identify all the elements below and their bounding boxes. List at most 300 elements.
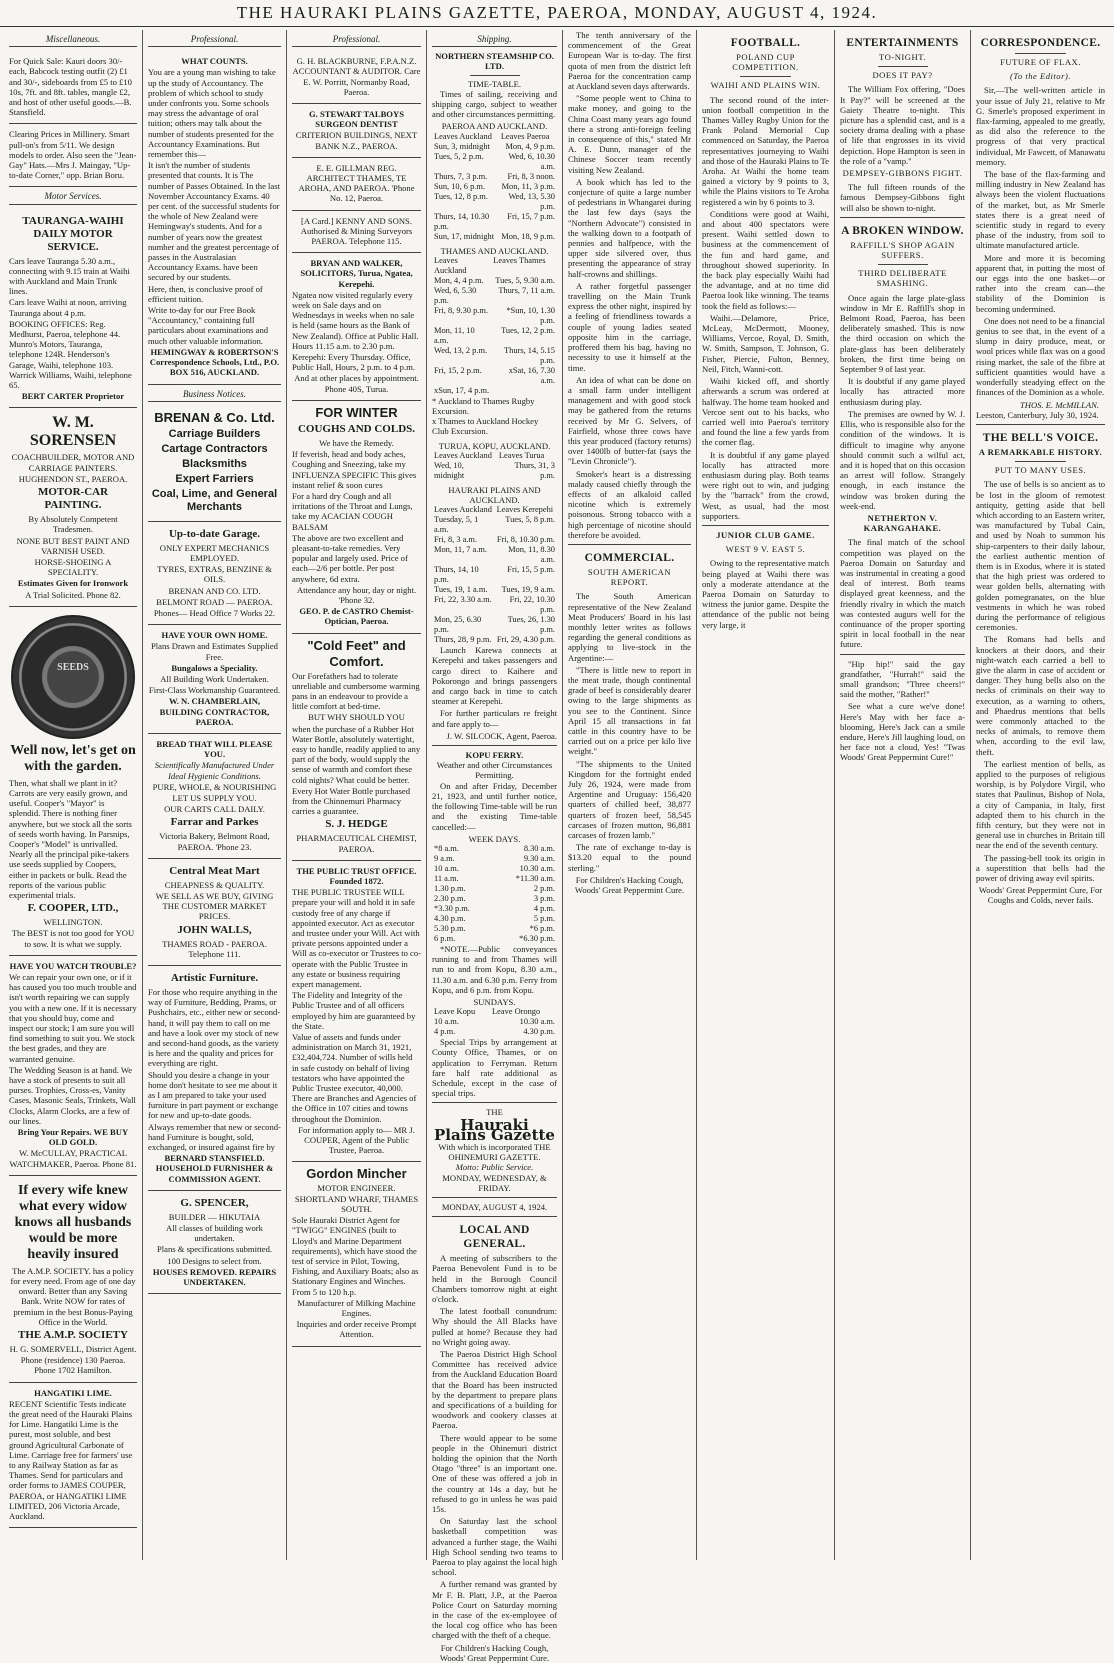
column-1: [4, 30, 142, 1560]
article-paragraph: One does not need to be a financial genius to see that, in the event of a slump in dairy produce, meat, or wool prices while flax was on a good rising market, the sale of the fibre at sufficient quantities would have a wonderfully steadying effect on the finances of the Dominion as a whole.: [976, 315, 1105, 398]
table-cell: Mon, 18, 9 p.m.: [501, 231, 555, 241]
table-cell: Thurs, 31, 3 p.m.: [514, 460, 555, 480]
ad-text: Clearing Prices in Millinery. Smart pull-on's from 5/11. We design models to order. Also seen the "Jean-Gay" Hats.—Mrs J. Maingay, "Up-to-date Corner," opp. Brian Boru.: [9, 129, 137, 181]
ad-winter-remedy: [292, 401, 421, 634]
table-header-row: [432, 132, 557, 142]
masthead-title: THE HAURAKI PLAINS GAZETTE, PAEROA, MONDAY, AUGUST 4, 1924.: [236, 3, 878, 22]
ad-text: A Trial Solicited. Phone 82.: [25, 589, 121, 600]
seed-seal-logo: [11, 615, 135, 739]
table-header: Leaves Paeroa: [500, 131, 550, 141]
ad-title: Up-to-date Garage.: [168, 527, 261, 540]
table-cell: 2.30 p.m.: [434, 893, 466, 903]
ad-title: F. COOPER, LTD.,: [27, 902, 119, 915]
local-general-heading: LOCAL AND GENERAL.: [459, 1224, 530, 1251]
ad-text: THE PUBLIC TRUSTEE WILL prepare your will and hold it in safe custody free of any charge if appointed executor. Act as executor and trustee under your Will. Act with private persons appointed under a Will as co-executor or Trustees to co-operate with the Public Trustee in any estate or business requiring expert management.: [292, 887, 422, 990]
table-cell: Fri, 8, 9.30 p.m.: [434, 305, 488, 315]
table-row: [432, 535, 557, 545]
kopu-ferry-title: KOPU FERRY.: [465, 750, 524, 761]
ad-text: Bungalows a Speciality.: [171, 662, 258, 673]
table-cell: Thurs, 14, 10.30 p.m.: [434, 211, 490, 231]
route-title: PAEROA AND AUCKLAND.: [441, 121, 548, 132]
table-cell: 5.30 p.m.: [434, 923, 466, 933]
article-paragraph: The Paeroa District High School Committee has received advice from the Auckland Education Board that the Board has been instructed by the department to prepare plans and specifications of a building for woodwork and cookery classes at Paeroa.: [432, 1349, 557, 1431]
section-heading-motor: Motor Services.: [9, 191, 137, 204]
gazette-motto: Motto: Public Service.: [455, 1162, 534, 1173]
table-cell: Tues, 5, 9.30 a.m.: [495, 275, 555, 285]
ad-text: HORSE-SHOEING A SPECIALITY.: [34, 556, 112, 578]
ad-text: The Wedding Season is at hand. We have a stock of presents to suit all purses. Trophies, Cross-es, Vanity Cases, Masonic Seals, Trinkets, Wall Clocks, Alarm Clocks, are a few of our lines.: [9, 1064, 136, 1126]
article-paragraph: Once again the large plate-glass window in Mr E. Raffill's shop in Belmont Road, Paeroa, has been deliberately smashed. This is now the third occasion on which the plate-glass has been deliberately broken, the first time being on September 9 of last year.: [840, 292, 965, 375]
table-cell: 3 p.m.: [533, 893, 555, 903]
further-particulars: For further particulars re freight and fare apply to—: [432, 708, 557, 729]
ad-text: HOUSES REMOVED. REPAIRS UNDERTAKEN.: [152, 1266, 277, 1288]
ad-title: Farrar and Parkes: [170, 816, 259, 829]
table-row: [432, 635, 557, 645]
table-cell: Tues, 19, 1 a.m.: [434, 585, 488, 595]
timetable-note: Times of sailing, receiving and shipping cargo, subject to weather and other circumstances permitting.: [432, 88, 557, 120]
ad-text: Cars leave Tauranga 5.30 a.m., connecting with 9.15 train at Waihi with Auckland and Main Trunk lines.: [9, 255, 130, 297]
table-cell: *8 a.m.: [434, 843, 459, 853]
ad-text: BRENAN AND CO. LTD.: [168, 585, 261, 596]
article-paragraph: The latest football conundrum: Why should the All Blacks have pulled at home? Because they had no Wright going away.: [432, 1306, 557, 1347]
timetable-paeroa-auckland: [432, 132, 557, 242]
article-paragraph: "Some people went to China to make money, and going to the China Coast many years ago found there a strong anti-foreign feeling in consequence of this," stated Mr A. E. Dunn, manager of the Chinese Soccer team recently visiting New Zealand.: [568, 93, 691, 175]
flax-heading: FUTURE OF FLAX.: [1000, 57, 1081, 67]
ad-garage: [148, 522, 281, 625]
table-header-row: [432, 256, 557, 276]
article-paragraph: The base of the flax-farming and milling industry in New Zealand has always been the violent fluctuations of the market, but, as Mr Smerle states there is a great need of scientific study in regard to every phase of the industry, from soil to ultimate manufactured article.: [976, 169, 1105, 251]
table-row: [432, 276, 557, 286]
article-paragraph: It is doubtful if any game played locally has attracted more enthusiasm during play. Both teams were right out to win, and judging by the "barrack" from the crowd, West, as usual, had the most supporters.: [702, 449, 829, 521]
article-paragraph: The earliest mention of bells, as applied to the purposes of religious worship, is by Polydore Virgil, who states that Paulinus, Bishop of Nola, a city of Campania, in Italy, first adapted them to his church in the fifth century, but they were not in general use in churches in Britain till near the end of the seventh century.: [976, 758, 1105, 851]
ad-text: Value of assets and funds under administration on March 31, 1921, £32,404,724. Number of wills held in safe custody on behalf of living testators who have appointed the Public Trustee executor, 40,000. There are Branches and Agencies of the Office in 107 cities and towns throughout the Dominion.: [292, 1032, 417, 1124]
ad-tauranga-motor: [9, 209, 137, 409]
table-row: [432, 884, 557, 894]
filler-ad: For Children's Hacking Cough, Woods' Great Peppermint Cure.: [574, 874, 685, 896]
ad-text: H. G. SOMERVELL, District Agent.: [9, 1344, 137, 1355]
ad-text: E. E. GILLMAN REG. ARCHITECT THAMES, TE AROHA, AND PAEROA. 'Phone No. 12, Paeroa.: [298, 162, 415, 204]
table-cell: 9.30 a.m.: [523, 853, 555, 863]
article-paragraph: A book which has led to the conjecture of quite a large number of pedestrians in Whangarei during the last few days (says the "Northern Advocate") consisted in the walking down to a footpath of pennies and halfpence, with the upper side silvered over, thus presenting the appearance of stray half-crowns and shillings.: [568, 176, 691, 279]
table-cell: 8.30 a.m.: [523, 843, 555, 853]
article-paragraph: A further remand was granted by Mr F. B. Platt, J.P., at the Paeroa Police Court on Saturday morning in the case of the ex-employee of the local cog office who has been charged with the theft of a cheque.: [432, 1579, 557, 1641]
entertainments-heading: ENTERTAINMENTS: [846, 37, 959, 49]
ad-text: WE SELL AS WE BUY, GIVING THE CUSTOMER MARKET PRICES.: [155, 890, 274, 922]
divider: [878, 66, 928, 67]
ad-text: Plans & specifications submitted.: [156, 1244, 273, 1255]
column-6: [696, 30, 834, 1560]
ad-text: Attendance any hour, day or night. 'Phone 32.: [296, 584, 417, 605]
ad-title: WHAT COUNTS.: [181, 56, 248, 67]
table-row: [432, 595, 557, 615]
table-cell: Fri, 15, 5 p.m.: [507, 565, 555, 575]
table-row: [432, 1017, 557, 1027]
football-subheading: POLAND CUP COMPETITION.: [732, 52, 799, 73]
broken-window-subheading: RAFFILL'S SHOP AGAIN SUFFERS.: [850, 239, 955, 261]
ad-text: All Building Work Undertaken.: [160, 673, 269, 684]
ad-text: We have the Remedy.: [319, 437, 394, 448]
ad-title: BREAD THAT WILL PLEASE YOU.: [156, 738, 273, 760]
ad-text: First-Class Workmanship Guaranteed.: [148, 685, 281, 696]
table-cell: 9 a.m.: [434, 853, 455, 863]
table-cell: Fri, 29, 4.30 p.m.: [496, 635, 555, 645]
seal-text: SEEDS: [57, 661, 89, 673]
ad-text: The above are two excellent and pleasant-to-take remedies. Very popular and largely used. Price of each—2/6 per bottle. Per post anywhere, 6d extra.: [292, 532, 408, 584]
table-row: [432, 306, 557, 326]
divider: [432, 745, 557, 746]
gazette-incorporated: With which is incorporated THE OHINEMURI GAZETTE.: [438, 1141, 551, 1163]
table-cell: *11.30 a.m.: [515, 873, 555, 883]
film-heading: DOES IT PAY?: [872, 70, 933, 81]
shipping-company: NORTHERN STEAMSHIP CO. LTD.: [435, 51, 554, 72]
table-cell: *3.30 p.m.: [434, 903, 470, 913]
table-header: Leaves Kerepehi: [496, 505, 554, 515]
table-cell: Sun, 17, midnight: [434, 231, 495, 241]
divider: [1015, 53, 1067, 54]
ad-text: PHARMACEUTICAL CHEMIST, PAEROA.: [296, 833, 417, 854]
table-header-row: [432, 505, 557, 515]
ad-text: BUT WHY SHOULD YOU: [308, 712, 405, 723]
ad-title: S. J. HEDGE: [325, 818, 388, 831]
table-cell: Sun, 3, midnight: [434, 141, 490, 151]
section-heading-professional-2: Professional.: [292, 34, 421, 47]
table-row: [432, 934, 557, 944]
ad-text: Kerepehi: Every Thursday. Office, Public Hall, Hours, 2 p.m. to 4 p.m.: [292, 352, 415, 373]
ad-text: MOTOR ENGINEER. SHORTLAND WHARF, THAMES SOUTH.: [294, 1183, 419, 1214]
article-paragraph: "The shipments to the United Kingdom for the fortnight ended July 26, 1924, were made from Argentine and Uruguay: 156,420 quarters of chilled beef, 38,877 quarters of frozen beef, 58,545 carcases of frozen mutton, 96,881 carcases of frozen lamb.": [568, 758, 691, 841]
divider: [1015, 461, 1067, 462]
table-row: [432, 874, 557, 884]
timetable-hauraki-plains: [432, 505, 557, 645]
ad-title: Central Meat Mart: [169, 864, 260, 877]
route-note: Launch Karewa connects at Kerepehi and takes passengers and cargo direct to Kaihere and Pokorongo and brings passengers and cargo back in time to catch steamer at Kerepehi.: [432, 645, 557, 707]
table-cell: xSun, 17, 4 p.m.: [434, 385, 490, 395]
special-trips: Special Trips by arrangement at County Office, Thames, or on application to Ferryman. Return fare half rate additional as Schedule, except in the case of special trips.: [432, 1037, 557, 1099]
commercial-heading: COMMERCIAL.: [584, 551, 675, 564]
table-cell: Fri, 8, 3 noon.: [507, 171, 555, 181]
ad-furniture: [148, 966, 281, 1191]
ad-text: Inquiries and order receive Prompt Attention.: [296, 1319, 417, 1340]
table-cell: 10 a.m.: [434, 863, 459, 873]
table-cell: Mon, 25, 6.30 p.m.: [434, 615, 482, 635]
table-header: Leaves Auckland: [434, 505, 492, 515]
ad-text: ONLY EXPERT MECHANICS EMPLOYED.: [159, 542, 270, 563]
ad-text: [A Card.] KENNY AND SONS. Authorised & Mining Surveyors PAEROA. Telephone 115.: [300, 215, 413, 247]
table-cell: Fri, 8, 10.30 p.m.: [496, 535, 555, 545]
gazette-nameplate: Hauraki Plains Gazette: [434, 1115, 555, 1144]
correspondence-heading: CORRESPONDENCE.: [980, 37, 1101, 49]
ad-text: 100 Designs to select from.: [167, 1255, 262, 1266]
ad-cold-feet: [292, 634, 421, 861]
ad-title: JOHN WALLS,: [177, 923, 252, 936]
table-cell: Fri, 15, 2 p.m.: [434, 365, 482, 375]
table-cell: Wed, 6, 5.30 p.m.: [434, 285, 477, 305]
table-row: [432, 326, 557, 346]
timetable-title: TIME-TABLE.: [467, 78, 521, 89]
ad-text: Plans Drawn and Estimates Supplied Free.: [151, 641, 278, 662]
table-row: [432, 232, 557, 242]
ad-text: WELLINGTON.: [43, 917, 103, 928]
ad-text: CHEAPNESS & QUALITY.: [164, 879, 265, 890]
broken-window-heading: A BROKEN WINDOW.: [841, 224, 964, 237]
section-heading-shipping: Shipping.: [432, 34, 557, 47]
divider: [432, 1197, 557, 1198]
ad-text: The BEST is not too good for YOU to sow. It is what we supply.: [11, 928, 135, 949]
ad-title: Well now, let's get on with the garden.: [10, 742, 136, 774]
route-note: x Thames to Auckland Hockey Club Excursion.: [432, 416, 539, 437]
ad-text: TYRES, EXTRAS, BENZINE & OILS.: [157, 564, 272, 585]
junior-game-heading: JUNIOR CLUB GAME.: [716, 529, 815, 540]
ad-text: Carriage Builders: [168, 427, 261, 440]
article-paragraph: The second round of the inter-union football competition in the Thames Valley Rugby Union for the Frank Poland Memorial Cup commenced on Saturday, the Paeroa representatives journeying to Waihi and those of the Hauraki Plains to Te Aroha. At Waihi the home team gained a victory by 9 points to 3, while the Plains visitors to Te Aroha registered a win by 6 points to 3.: [702, 94, 829, 207]
table-header: Leaves Turua: [498, 450, 545, 460]
article-paragraph: The use of bells is so ancient as to be lost in the gloom of remotest antiquity, getting aside that bell which according to an Eastern writer, was manufactured by Tubal Cain, and used by Noah to summon his ship-carpenters to their daily labour, the earliest authentic mention of them is in Exodus, where it is stated that the high priest was ordered to wear golden bells, alternating with golden pomegranates, on the blue vestments in which he was robed during the performance of religious ceremonies.: [976, 479, 1105, 633]
ad-sorensen: [9, 408, 137, 606]
table-cell: 10 a.m.: [434, 1017, 459, 1027]
table-row: [432, 286, 557, 306]
table-row: [432, 172, 557, 182]
columns: [4, 30, 1110, 1663]
ad-title: HAVE YOUR OWN HOME.: [161, 630, 268, 641]
table-row: [432, 142, 557, 152]
ad-text: Write to-day for our Free Book "Accountancy," containing full particulars about examinations and much other valuable information.: [148, 305, 269, 346]
timetable-thames-auckland: [432, 256, 557, 396]
table-row: [432, 192, 557, 212]
table-cell: Sun, 10, 6 p.m.: [434, 181, 485, 191]
divider: [568, 544, 691, 545]
table-header: Leaves Auckland: [434, 255, 467, 275]
table-cell: Thurs, 14, 10 p.m.: [434, 565, 479, 585]
table-cell: *6 p.m.: [529, 923, 555, 933]
ad-text: The A.M.P. SOCIETY. has a policy for every need. From age of one day onward. Better than any Saving Bank. Write NOW for rates of premium in the best Bonus-Paying Office in the World.: [10, 1265, 136, 1327]
table-row: [432, 615, 557, 635]
gazette-days: MONDAY, WEDNESDAY, & FRIDAY.: [442, 1172, 547, 1193]
ad-text: Ngatea now visited regularly every week on Sale days and on Wednesdays in weeks when no sale is held (same hours as the Bank of New Zealand). Office at Public Hall. Hours 11.15 a.m. to 2.30 p.m.: [292, 289, 419, 351]
ad-text: CRITERION BUILDINGS, NEXT BANK N.Z., PAEROA.: [295, 130, 418, 151]
article-paragraph: The tenth anniversary of the commencement of the Great European War is to-day. The first quota of men from the district left Paeroa for the concentration camp at Auckland seven days afterwards.: [568, 30, 691, 92]
table-cell: 4 p.m.: [533, 903, 555, 913]
table-row: [432, 461, 557, 481]
ad-text: If feverish, head and body aches, Coughing and Sneezing, take my INFLUENZA SPECIFIC This gives instant relief & soon cures: [292, 449, 417, 490]
table-cell: 2 p.m.: [533, 883, 555, 893]
ad-talboys: [292, 104, 421, 158]
table-cell: Tues, 26, 1.30 p.m.: [507, 615, 555, 635]
table-cell: Thurs, 14, 5.15 p.m.: [504, 345, 555, 365]
ad-title: W. M. SORENSEN: [29, 414, 117, 450]
commercial-subheading: SOUTH AMERICAN REPORT.: [587, 566, 672, 588]
table-row: [432, 212, 557, 232]
table-cell: 10.30 a.m.: [519, 1017, 555, 1027]
ad-text: Phone (residence) 130 Paeroa. Phone 1702 Hamilton.: [20, 1355, 126, 1376]
ad-signature: W. N. CHAMBERLAIN, BUILDING CONTRACTOR, PAEROA.: [159, 696, 270, 727]
ad-text: Victoria Bakery, Belmont Road, PAEROA. 'Phone 23.: [159, 831, 270, 852]
ad-text: For Quick Sale: Kauri doors 30/- each, Babcock testing outfit (2) £1 and 30/-, sideboards from £5 to £10 10s, 7ft. and 8ft. tables, mangle £2, and host of other useful goods.—B. Stansfield.: [9, 56, 132, 118]
article-paragraph: On Saturday last the school basketball competition was advanced a further stage, the Waihi High School sending two teams to Paeroa to play against the local high school.: [432, 1516, 557, 1578]
verse-paragraph: "Hip hip!" said the gay grandfather, "Hurrah!" said the small grandson; "Three cheers!" said the mother, "Rather!": [840, 658, 965, 700]
table-row: [432, 894, 557, 904]
verse-paragraph: See what a cure we've done! Here's May with her face a-blooming, Here's Jack can a smile endure, Here's Jill laughing loud, on her face not a cloud, Yes! "Twas Woods' Great Peppermint Cure!": [840, 701, 965, 763]
fight-heading: DEMPSEY-GIBBONS FIGHT.: [842, 168, 963, 179]
table-cell: Wed, 6, 10.30 a.m.: [508, 151, 555, 171]
table-cell: 4 p.m.: [434, 1027, 456, 1037]
table-cell: Tuesday, 5, 1 a.m.: [434, 515, 479, 535]
bells-subheading: A REMARKABLE HISTORY.: [978, 446, 1103, 457]
ad-text: LET US SUPPLY YOU.: [172, 792, 257, 803]
ad-signature: HEMINGWAY & ROBERTSON'S Correspondence Schools, Ltd., P.O. BOX 516, AUCKLAND.: [149, 346, 280, 378]
column-2: [142, 30, 286, 1560]
table-cell: 4.30 p.m.: [434, 913, 466, 923]
article-paragraph: The William Fox offering, "Does It Pay?" will be screened at the Gaiety Theatre to-night. This picture has a splendid cast, and is a society drama dealing with a phase of life that engrosses in its vivid depiction. Hope Hampton is seen in the role of a "vamp.": [840, 84, 965, 166]
table-cell: Mon, 11, 3 p.m.: [501, 181, 555, 191]
table-cell: Mon, 11, 8.30 a.m.: [508, 545, 555, 565]
article-paragraph: The passing-bell took its origin in a superstition that bells had the power of driving away evil spirits.: [976, 852, 1105, 884]
ad-amp-wife: [9, 1176, 137, 1383]
section-heading-miscellaneous: Miscellaneous.: [9, 34, 137, 47]
article-paragraph: Conditions were good at Waihi, and about 400 spectators were present. Waihi settled down to business at the commencement of the fun and hard game, and throughout showed superiority. In the back play especially Waihi had the advantage, and at no time did Paeroa look like winning. The teams took the field as follows:—: [702, 208, 829, 311]
table-row: [432, 864, 557, 874]
table-header-row: [432, 451, 557, 461]
ad-title: HAVE YOU WATCH TROUBLE?: [9, 960, 137, 971]
table-row: [432, 152, 557, 172]
article-paragraph: The final match of the school competition was played on the Paeroa Domain on Saturday and was instrumental in creating a good deal of interest. Both teams displayed great keenness, and the friendly rivalry in which the match was contested augurs well for the continuance of the proper sporting spirit in local football in the near future.: [840, 537, 965, 650]
ad-bread: [148, 734, 281, 859]
ad-signature: BERT CARTER Proprietor: [21, 391, 125, 402]
ad-bryan-walker: [292, 253, 421, 401]
ad-text: Always remember that new or second-hand Furniture is bought, sold, exchanged, or insured against fire by: [148, 1121, 281, 1153]
table-cell: 6 p.m.: [434, 933, 456, 943]
ad-text: Cars leave Waihi at noon, arriving Tauranga about 4 p.m.: [9, 297, 127, 318]
ad-text: For a hard dry Cough and all irritations of the Throat and Lungs, take my ACACIAN COUGH BALSAM: [292, 490, 413, 532]
table-row: [432, 182, 557, 192]
timetable-weekdays: [432, 844, 557, 944]
ad-blackburne: [292, 51, 421, 104]
divider: [432, 1102, 557, 1103]
ad-title: If every wife knew what every widow knows all husbands would be more heavily insured: [14, 1182, 132, 1262]
table-cell: Tues, 5, 2 p.m.: [434, 151, 484, 161]
table-cell: Tues, 12, 2 p.m.: [501, 325, 555, 335]
article-paragraph: Owing to the representative match being played at Waihi there was only a moderate attendance at the Paeroa Domain on Saturday to witness the junior game. Despite the attendance of the public not being very large, it: [702, 558, 829, 630]
table-cell: Wed, 10, midnight: [434, 460, 465, 480]
timetable-sundays: [432, 1007, 557, 1037]
ad-text: HUGHENDON ST., PAEROA.: [18, 473, 128, 484]
ad-title: TAURANGA-WAIHI DAILY MOTOR SERVICE.: [22, 214, 124, 253]
ad-text: PURE, WHOLE, & NOURISHING: [152, 781, 277, 792]
divider: [702, 525, 829, 526]
ad-text: Sole Hauraki District Agent for "TWIGG" ENGINES (built to Lloyd's and Marine Department requirements), which have stood the test of service in Pilot, Towing, Fishing, and Auxiliary Boats; also as Stationary Engines and Winches. From 5 to 120 h.p.: [292, 1215, 419, 1297]
ad-text: BOOKING OFFICES: Reg. Medhurst, Paeroa, telephone 44. Munro's Motors, Tauranga, telephone 124R. Henderson's Garage, Waihi, telephone 103. Warrick Williams, Waihi, telephone 65.: [9, 318, 132, 391]
kopu-ferry-note: Weather and other Circumstances Permitting.: [436, 760, 553, 781]
article-paragraph: Waihi kicked off, and shortly afterwards a scrum was ordered at halfway. The home team hooked and Vercoe sent out to his backs, who carried well into Paeroa's territory and found the line a few yards from the corner flag.: [702, 376, 829, 448]
ad-what-counts: [148, 51, 281, 384]
football-heading: FOOTBALL.: [730, 37, 801, 49]
table-cell: [491, 386, 557, 396]
ad-text: Phones— Head Office 7 Works 22.: [153, 607, 276, 618]
section-heading-professional: Professional.: [148, 34, 281, 47]
table-row: [432, 386, 557, 396]
ad-signature: GEO. P. de CASTRO Chemist-Optician, Paeroa.: [299, 606, 414, 627]
ad-kenny: [292, 211, 421, 254]
table-cell: *Sun, 10, 1.30 p.m.: [506, 305, 555, 325]
article-paragraph: It is doubtful if any game played locally has attracted more enthusiasm during play.: [840, 376, 965, 407]
divider: [470, 75, 520, 76]
table-cell: xSat, 16, 7.30 a.m.: [508, 365, 555, 385]
ad-gordon-mincher: [292, 1162, 421, 1346]
ad-title: HANGATIKI LIME.: [34, 1387, 112, 1398]
article-paragraph: A meeting of subscribers to the Paeroa Benevolent Fund is to be held in the Borough Council Chambers tomorrow night at eight o'clock.: [432, 1253, 557, 1304]
ad-text: when the purchase of a Rubber Hot Water Bottle, absolutely watertight, easy to handle, readily applied to any part of the body, would supply the sense of warmth and comfort these cold nights? What could be better.: [292, 723, 421, 785]
article-paragraph: The premises are owned by W. J. Ellis, who is responsible also for the condition of the windows. It is difficult to imagine why anyone should commit such a wilful act, and it is hoped that on this occasion an arrest will follow. Strangely enough, in each instance the window was broken during the week-end.: [840, 408, 965, 511]
entertainments-subheading: TO-NIGHT.: [879, 52, 926, 62]
route-note: * Auckland to Thames Rugby Excursion.: [432, 395, 535, 417]
article-paragraph: The South American representative of the New Zealand Meat Producers' Board in his last monthly letter writes as follows regarding the general conditions as applying to live-stock in the Argentine:—: [568, 591, 691, 663]
table-cell: 5 p.m.: [533, 913, 555, 923]
table-cell: Wed, 13, 5.30 p.m.: [508, 191, 555, 211]
table-cell: Thurs, 28, 9 p.m.: [434, 635, 492, 645]
table-cell: Fri, 8, 3 a.m.: [434, 535, 478, 545]
ad-title: THE PUBLIC TRUST OFFICE. Founded 1872.: [296, 865, 417, 886]
article-paragraph: More and more it is becoming apparent that, in putting the most of our eggs into the one basket—or rather into the cream can—the stability of the Dominion is becoming undermined.: [976, 252, 1105, 314]
bells-heading: THE BELL'S VOICE.: [982, 431, 1099, 444]
table-cell: Wed, 13, 2 p.m.: [434, 345, 488, 355]
table-row: [432, 1027, 557, 1037]
ad-title: G. SPENCER,: [180, 1196, 249, 1209]
article-paragraph: Waihi.—Delamore, Price, McLeay, McDermott, Mooney, Williams, Vercoe, Royal, D. Smith, W. Smith, Sampson, T. Johnson, G. Fisher, Piercie, Fulton, Benney, Neil, Fitch, Wanni-cott.: [702, 312, 829, 374]
ad-text: OUR CARTS CALL DAILY.: [164, 804, 265, 815]
table-cell: Thurs, 7, 3 p.m.: [434, 171, 488, 181]
ad-text: Here, then, is conclusive proof of efficient tuition.: [148, 283, 263, 304]
article-paragraph: The Romans had bells and knockers at their doors, and their night-watch each carried a bell to give the alarm in case of accident or danger. They hung bells also on the necks of criminals on their way to execution, as a warning to others, and Phaedrus mentions that bells were commonly attached to the necks of animals, to remove them when, according to the evil law, theft.: [976, 634, 1105, 757]
ad-text: Expert Farriers: [175, 472, 254, 485]
divider: [740, 76, 791, 77]
ad-title: "Cold Feet" and Comfort.: [307, 637, 406, 669]
divider: [976, 424, 1105, 425]
ad-text: Scientifically Manufactured Under Ideal Hygienic Conditions.: [154, 760, 275, 781]
ad-text: By Absolutely Competent Tradesmen.: [28, 514, 118, 535]
ad-text: BELMONT ROAD — PAEROA.: [156, 596, 273, 607]
ad-text: Cartage Contractors: [161, 442, 268, 455]
ad-text: It isn't the number of students presented that counts. It is The number of Passes Obtained. In the last November Accountancy Exams. 40 per cent. of the successful students for the whole of New Zealand were Hemingway's students. And for a number of years now the greatest number and the greatest percentage of passes in the Australasian Accountancy Exams. have been secured by our students.: [148, 160, 280, 283]
ad-title: BRENAN & Co. Ltd.: [154, 409, 275, 425]
table-row: [432, 844, 557, 854]
ad-text: Bring Your Repairs. WE BUY OLD GOLD.: [17, 1127, 129, 1148]
ad-title: FOR WINTER: [315, 404, 398, 420]
ad-meat-mart: [148, 859, 281, 966]
ad-text: Estimates Given for Ironwork: [17, 578, 129, 589]
table-cell: 10.30 a.m.: [519, 863, 555, 873]
ad-own-home: [148, 625, 281, 734]
ad-cooper-seeds: [9, 607, 137, 956]
table-row: [432, 366, 557, 386]
route-title: TURUA, KOPU, AUCKLAND.: [438, 440, 551, 451]
table-cell: Mon, 11, 7 a.m.: [434, 545, 487, 555]
table-row: [432, 924, 557, 934]
table-row: [432, 854, 557, 864]
ad-text: For those who require anything in the way of Furniture, Bedding, Prams, or Pushchairs, etc., either new or second-hand, it will pay them to call on me and have a look over my stock of new and second-hand goods, as the variety is here and the quality and prices for everything are right.: [148, 987, 281, 1069]
table-cell: Mon, 11, 10 a.m.: [434, 325, 475, 345]
column-4: [426, 30, 562, 1663]
ad-watch-repair: [9, 956, 137, 1176]
column-8: [970, 30, 1110, 1560]
ad-text: We can repair your own one, or if it has caused you too much trouble and isn't worth repairing we can supply you with a new one. If it is necessary that you should buy, come and inspect our stock; I am sure you will find something to suit you. We stock the best grades, and they are warranted genuine.: [9, 971, 137, 1064]
route-title: THAMES AND AUCKLAND.: [440, 245, 549, 256]
table-cell: 1.30 p.m.: [434, 883, 466, 893]
divider: [432, 1216, 557, 1217]
article-paragraph: An idea of what can be done on a small farm under intelligent management and with good stock may be gathered from the returns received by Mr G. Selvers, of Fairfield, whose three cows have this year produced (factory returns) over 1400lb of butter-fat (says the "Levin Chronicle").: [568, 374, 691, 467]
table-cell: Fri, 15, 7 p.m.: [507, 211, 555, 221]
filler-ad: For Children's Hacking Cough, Woods' Great Peppermint Cure.: [439, 1642, 550, 1663]
ad-signature: BERNARD STANSFIELD. HOUSEHOLD FURNISHER & COMMISSION AGENT.: [155, 1153, 274, 1184]
ad-text: THAMES ROAD - PAEROA. Telephone 111.: [162, 938, 267, 959]
